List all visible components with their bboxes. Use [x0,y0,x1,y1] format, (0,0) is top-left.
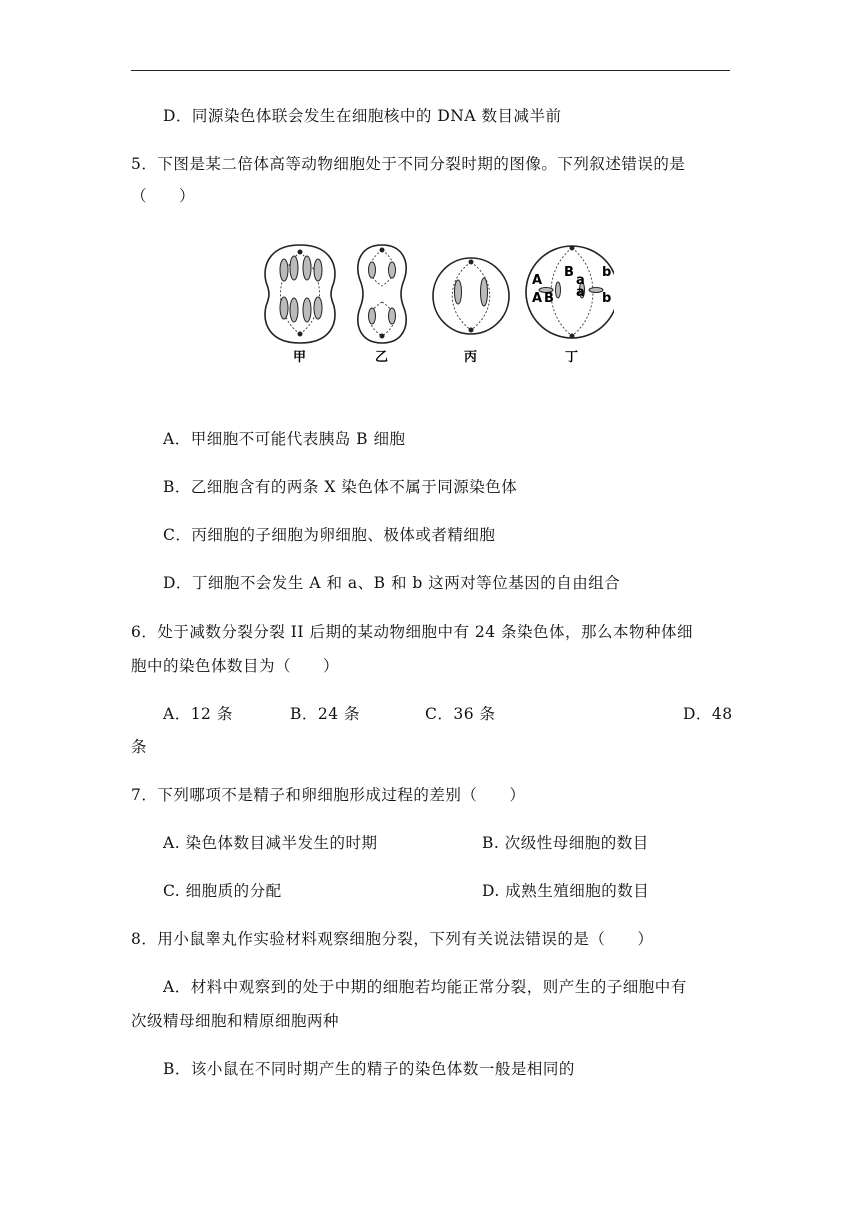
q6-stem-line1: 6．处于减数分裂分裂 II 后期的某动物细胞中有 24 条染色体，那么本物种体细 [131,623,694,641]
allele-label: B [544,291,554,306]
figure-label-jia: 甲 [293,350,307,365]
figure-label-bing: 丙 [464,350,478,365]
q6-option-b: B．24 条 [290,705,361,723]
allele-label: A [532,273,543,288]
q6-stem-line2: 胞中的染色体数目为（ ） [131,657,340,675]
q8-option-a-line1: A．材料中观察到的处于中期的细胞若均能正常分裂，则产生的子细胞中有 [163,978,687,996]
q5-option-b: B．乙细胞含有的两条 X 染色体不属于同源染色体 [163,478,518,496]
allele-label: b [602,291,612,306]
q6-option-d-wrap: 条 [131,738,148,756]
cell-division-figure [262,240,614,365]
cell-yi-outline [358,245,406,343]
allele-label: A [532,291,543,306]
figure-label-yi: 乙 [375,350,389,365]
q8-stem: 8．用小鼠睾丸作实验材料观察细胞分裂，下列有关说法错误的是（ ） [131,930,654,948]
q5-option-a: A．甲细胞不可能代表胰岛 B 细胞 [163,430,406,448]
q7-option-b: B. 次级性母细胞的数目 [482,834,649,852]
allele-label: a [576,273,585,288]
cell-bing-outline [433,258,509,334]
q5-option-c: C．丙细胞的子细胞为卵细胞、极体或者精细胞 [163,526,496,544]
figure-label-ding: 丁 [565,350,579,365]
cell-jia-outline [265,245,335,343]
q6-option-c: C．36 条 [425,705,496,723]
allele-label: a [576,285,585,300]
q7-option-d: D. 成熟生殖细胞的数目 [482,882,650,900]
q7-stem: 7．下列哪项不是精子和卵细胞形成过程的差别（ ） [131,786,526,804]
q5-stem-line1: 5．下图是某二倍体高等动物细胞处于不同分裂时期的图像。下列叙述错误的是 [131,155,686,173]
q5-option-d: D．丁细胞不会发生 A 和 a、B 和 b 这两对等位基因的自由组合 [163,574,621,592]
q6-option-a: A．12 条 [163,705,233,723]
q6-option-d: D．48 [683,705,733,723]
q8-option-a-line2: 次级精母细胞和精原细胞两种 [131,1012,340,1030]
q5-stem-line2: （ ） [131,187,196,205]
q4-option-d: D．同源染色体联会发生在细胞核中的 DNA 数目减半前 [163,107,562,125]
allele-label: B [564,265,574,280]
q8-option-b: B．该小鼠在不同时期产生的精子的染色体数一般是相同的 [163,1060,575,1078]
header-rule [131,70,730,71]
q7-option-c: C. 细胞质的分配 [163,882,282,900]
q7-option-a: A. 染色体数目减半发生的时期 [163,834,378,852]
allele-label: b [602,265,612,280]
